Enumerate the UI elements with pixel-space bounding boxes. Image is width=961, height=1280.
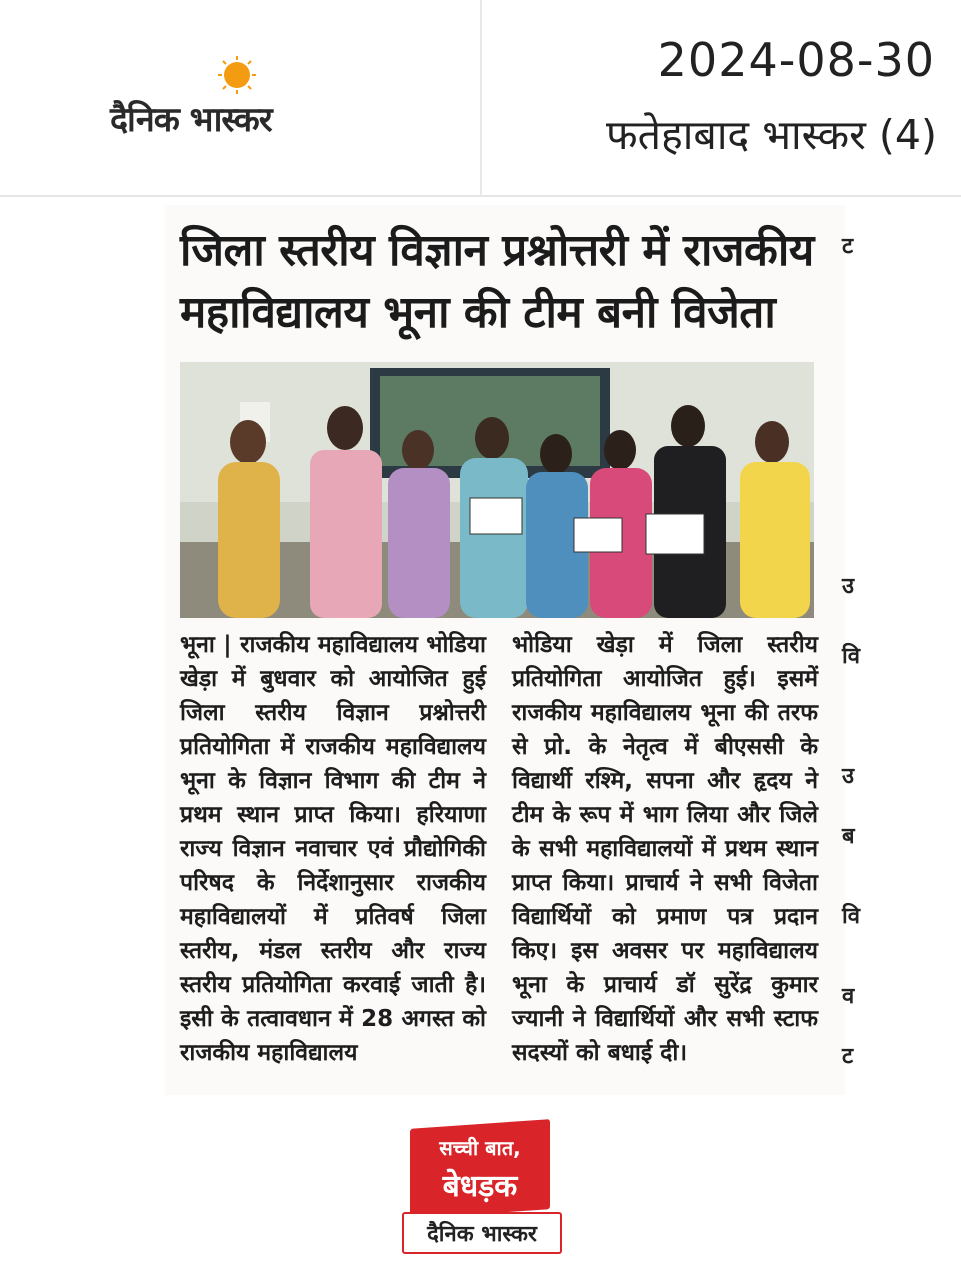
headline-line-2: महाविद्यालय भूना की टीम बनी विजेता	[180, 287, 776, 338]
badge-line-2: बेधड़क	[442, 1169, 518, 1204]
bhaskar-tagline-badge	[402, 1124, 558, 1254]
header-divider	[480, 0, 482, 195]
badge-line-1: सच्ची बात,	[439, 1136, 521, 1160]
badge-brand: दैनिक भास्कर	[427, 1222, 537, 1247]
sun-icon	[217, 55, 257, 95]
article-headline	[180, 220, 820, 344]
adjacent-article-edge: ट उ वि उ ब वि व ट	[842, 234, 860, 1069]
publication-date: 2024-08-30	[657, 33, 935, 87]
article-column-1: भूना | राजकीय महाविद्यालय भोडिया खेड़ा में बुधवार को आयोजित हुई जिला स्तरीय विज्ञान प्रश्नोत्तरी प्रतियोगिता में राजकीय महाविद्यालय भूना के विज्ञान विभाग की टीम ने प्रथम स्थान प्राप्त किया। हरियाणा राज्य विज्ञान नवाचार एवं प्रौद्योगिकी परिषद के निर्देशानुसार राजकीय महाविद्यालयों में प्रतिवर्ष जिला स्तरीय, मंडल स्तरीय और राज्य स्तरीय प्रतियोगिता करवाई जाती है। इसी के तत्वावधान में 28 अगस्त को राजकीय महाविद्यालय	[180, 632, 486, 1066]
header	[0, 0, 961, 197]
dainik-bhaskar-logo	[110, 55, 360, 145]
headline-line-1: जिला स्तरीय विज्ञान प्रश्नोत्तरी में राजकीय	[180, 225, 814, 276]
logo-text: दैनिक भास्कर	[110, 100, 272, 140]
group-photo	[180, 362, 814, 618]
edition-name: फतेहाबाद भास्कर (4)	[606, 111, 937, 159]
article-column-2: भोडिया खेड़ा में जिला स्तरीय प्रतियोगिता आयोजित हुई। इसमें राजकीय महाविद्यालय भूना की तरफ से प्रो. के नेतृत्व में बीएससी के विद्यार्थी रश्मि, सपना और हृदय ने टीम के रूप में भाग लिया और जिले के सभी महाविद्यालयों में प्रथम स्थान प्राप्त किया। प्राचार्य ने सभी विजेता विद्यार्थियों को प्रमाण पत्र प्रदान किए। इस अवसर पर महाविद्यालय भूना के प्राचार्य डॉ सुरेंद्र कुमार ज्यानी ने विद्यार्थियों और सभी स्टाफ सदस्यों को बधाई दी।	[512, 632, 818, 1066]
badge-brand-strip	[402, 1212, 562, 1254]
